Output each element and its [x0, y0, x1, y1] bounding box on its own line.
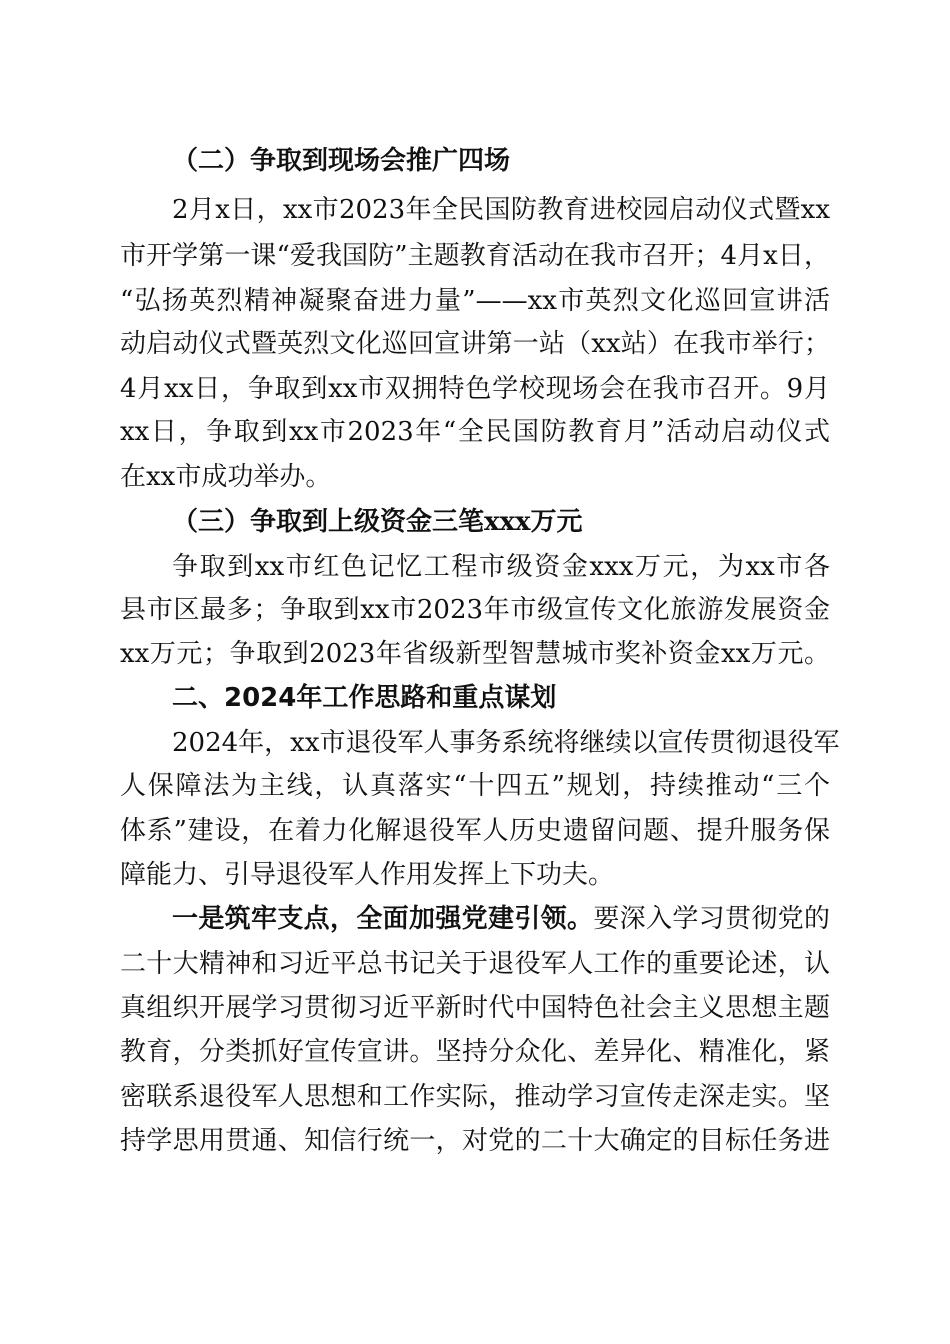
paragraph-line: “弘扬英烈精神凝聚奋进力量”——xx市英烈文化巡回宣讲活: [120, 286, 830, 316]
section-heading-two: 二、2024年工作思路和重点谋划: [172, 683, 557, 713]
paragraph-line: xx日，争取到xx市2023年“全民国防教育月”活动启动仪式: [120, 417, 830, 447]
subheading-2-3: （三）争取到上级资金三笔xxx万元: [172, 507, 583, 537]
paragraph-line: 教育，分类抓好宣传宣讲。坚持分众化、差异化、精准化，紧: [120, 1037, 830, 1067]
point-one-first-line-rest: 要深入学习贯彻党的: [593, 904, 830, 934]
paragraph-line: 持学思用贯通、知信行统一，对党的二十大确定的目标任务进: [120, 1126, 830, 1156]
paragraph-line: 二十大精神和习近平总书记关于退役军人工作的重要论述，认: [120, 949, 830, 979]
paragraph-line: 障能力、引导退役军人作用发挥上下功夫。: [120, 860, 615, 890]
paragraph-line: 争取到xx市红色记忆工程市级资金xxx万元，为xx市各: [172, 552, 830, 582]
paragraph-line: 密联系退役军人思想和工作实际，推动学习宣传走深走实。坚: [120, 1082, 830, 1112]
paragraph-line: 4月xx日，争取到xx市双拥特色学校现场会在我市召开。9月: [120, 374, 830, 404]
paragraph-line: 2月x日，xx市2023年全民国防教育进校园启动仪式暨xx: [172, 195, 830, 225]
paragraph-line: 真组织开展学习贯彻习近平新时代中国特色社会主义思想主题: [120, 993, 830, 1023]
paragraph-line: 在xx市成功举办。: [120, 462, 332, 492]
paragraph-line: xx万元；争取到2023年省级新型智慧城市奖补资金xx万元。: [120, 639, 830, 669]
point-one-first-line: [172, 899, 830, 939]
point-one-lead: 一是筑牢支点，全面加强党建引领。: [172, 904, 594, 934]
paragraph-line: 体系”建设，在着力化解退役军人历史遗留问题、提升服务保: [120, 816, 830, 846]
subheading-2-2: （二）争取到现场会推广四场: [172, 146, 511, 176]
paragraph-line: 动启动仪式暨英烈文化巡回宣讲第一站（xx站）在我市举行；: [120, 329, 830, 359]
paragraph-line: 人保障法为主线，认真落实“十四五”规划，持续推动“三个: [120, 771, 830, 801]
paragraph-line: 县市区最多；争取到xx市2023年市级宣传文化旅游发展资金: [120, 595, 830, 625]
paragraph-line: 2024年，xx市退役军人事务系统将继续以宣传贯彻退役军: [172, 728, 840, 758]
paragraph-line: 市开学第一课“爱我国防”主题教育活动在我市召开；4月x日，: [120, 241, 830, 271]
